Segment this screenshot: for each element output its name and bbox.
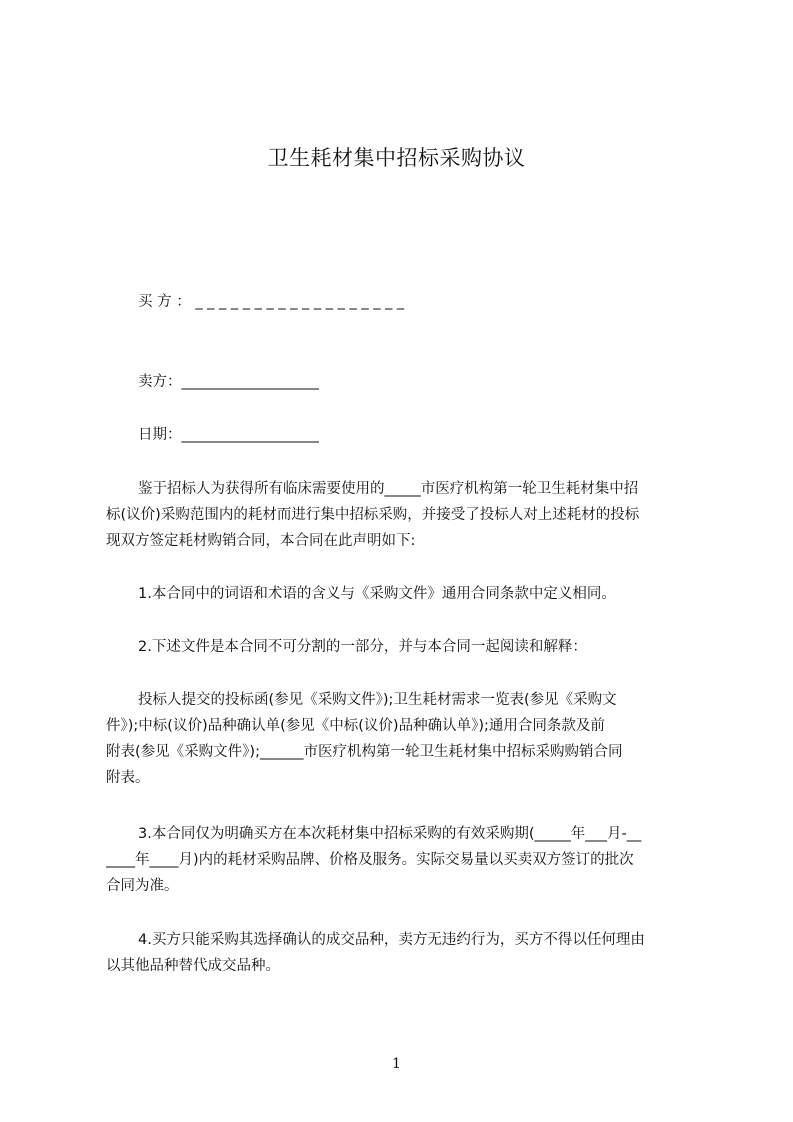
intro-line-1: 鉴于招标人为获得所有临床需要使用的_____市医疗机构第一轮卫生耗材集中招	[138, 481, 639, 497]
documents-line-4: 附表。	[106, 770, 150, 786]
documents-line-2: 件》);中标(议价)品种确认单(参见《中标(议价)品种确认单》);通用合同条款及前	[106, 718, 605, 734]
date-line: 日期：___________________	[138, 427, 320, 443]
document-title: 卫生耗材集中招标采购协议	[267, 146, 526, 170]
intro-line-2: 标(议价)采购范围内的耗材而进行集中招标采购，并接受了投标人对上述耗材的投标	[106, 507, 640, 523]
intro-line-3: 现双方签定耗材购销合同，本合同在此声明如下:	[106, 533, 416, 549]
clause-2: 2.下述文件是本合同不可分割的一部分，并与本合同一起阅读和解释：	[138, 639, 587, 655]
page-number: 1	[392, 1056, 401, 1072]
clause-3-line-3: 合同为准。	[106, 878, 179, 894]
clause-3-line-2: ____年____月)内的耗材采购品牌、价格及服务。实际交易量以买卖双方签订的批次	[106, 852, 634, 868]
clause-1: 1.本合同中的词语和术语的含义与《采购文件》通用合同条款中定义相同。	[138, 586, 616, 602]
seller-line: 卖方：___________________	[138, 374, 320, 390]
clause-4-line-1: 4.买方只能采购其选择确认的成交品种，卖方无违约行为，买方不得以任何理由	[138, 932, 645, 948]
clause-3-line-1: 3.本合同仅为明确买方在本次耗材集中招标采购的有效采购期(_____年___月-__	[138, 826, 642, 842]
documents-line-1: 投标人提交的投标函(参见《采购文件》);卫生耗材需求一览表(参见《采购文	[138, 692, 617, 708]
buyer-line: 买 方 ： _ _ _ _ _ _ _ _ _ _ _ _ _ _ _ _ _ _	[138, 294, 405, 310]
documents-line-3: 附表(参见《采购文件》);______市医疗机构第一轮卫生耗材集中招标采购购销合同	[106, 744, 623, 760]
clause-4-line-2: 以其他品种替代成交品种。	[106, 958, 280, 974]
